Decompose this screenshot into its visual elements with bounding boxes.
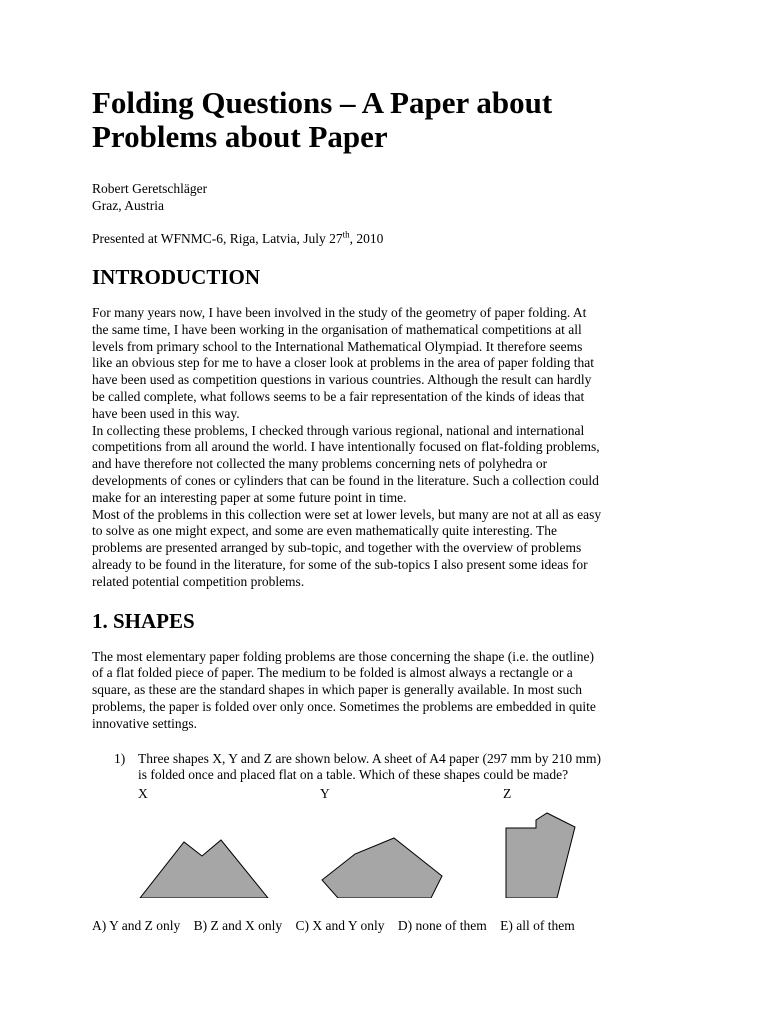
answer-option-d: D) none of them [397,918,487,933]
shape-x [140,840,268,898]
presented-suffix: , 2010 [349,231,384,246]
paper-page [92,85,692,933]
shape-label-z: Z [503,786,512,801]
paper-title-line-2: Problems about Paper [92,119,388,154]
answer-option-c: C) X and Y only [295,918,385,933]
author-block [92,180,692,214]
shape-label-y: Y [320,786,330,801]
shapes-drawing [92,786,692,898]
author-location: Graz, Austria [92,198,164,213]
introduction-paragraph-1: For many years now, I have been involved in the study of the geometry of paper folding. At the same time, I have been working in the organisation of mathematical competitions at all levels from primary school to the International Mathematical Olympiad. It therefore seems like an obvious step for me to have a closer look at problems in the area of paper folding that have been used as competition questions in various countries. Although the result can hardly be called complete, what follows seems to be a fair representation of the kinds of ideas that have been used in this way. [92,305,594,421]
introduction-paragraph-3: Most of the problems in this collection were set at lower levels, but many are not at all as easy to solve as one might expect, and some are even mathematically quite interesting. The problems are presented arranged by sub-topic, and together with the overview of problems already to be found in the literature, for some of the sub-topics I also present some ideas for related potential competition problems. [92,506,602,589]
shapes-figure [92,786,692,898]
problem-1-text: Three shapes X, Y and Z are shown below. A sheet of A4 paper (297 mm by 210 mm) is folded once and placed flat on a table. Which of these shapes could be made? [138,750,602,783]
paper-title [92,86,692,154]
answer-options [92,918,585,934]
presented-prefix: Presented at WFNMC-6, Riga, Latvia, July 27 [92,231,343,246]
paper-title-line-1: Folding Questions – A Paper about [92,85,553,120]
presented-line [92,230,692,247]
presented-superscript: th [342,229,350,240]
author-name: Robert Geretschläger [92,181,208,196]
shape-z [506,813,575,898]
introduction-heading: INTRODUCTION [92,265,261,289]
answer-option-b: B) Z and X only [193,918,283,933]
answer-option-a: A) Y and Z only [92,918,181,933]
answer-option-e: E) all of them [500,918,575,933]
shapes-paragraph-1: The most elementary paper folding problems are those concerning the shape (i.e. the outline) of a flat folded piece of paper. The medium to be folded is almost always a rectangle or a square, as these are the standard shapes in which paper is generally available. In most such problems, the paper is folded over only once. Sometimes the problems are embedded in quite innovative settings. [92,648,596,731]
shape-y [322,838,442,898]
shape-label-x: X [138,786,148,801]
problem-1 [92,751,692,785]
shapes-heading: 1. SHAPES [92,608,195,633]
problem-1-number: 1) [114,750,126,766]
introduction-paragraph-2: In collecting these problems, I checked through various regional, national and international competitions from all around the world. I have intentionally focused on flat-folding problems, and have therefore not collected the many problems concerning nets of polyhedra or developments of cones or cylinders that can be found in the literature. Such a collection could make for an interesting paper at some future point in time. [92,422,600,505]
